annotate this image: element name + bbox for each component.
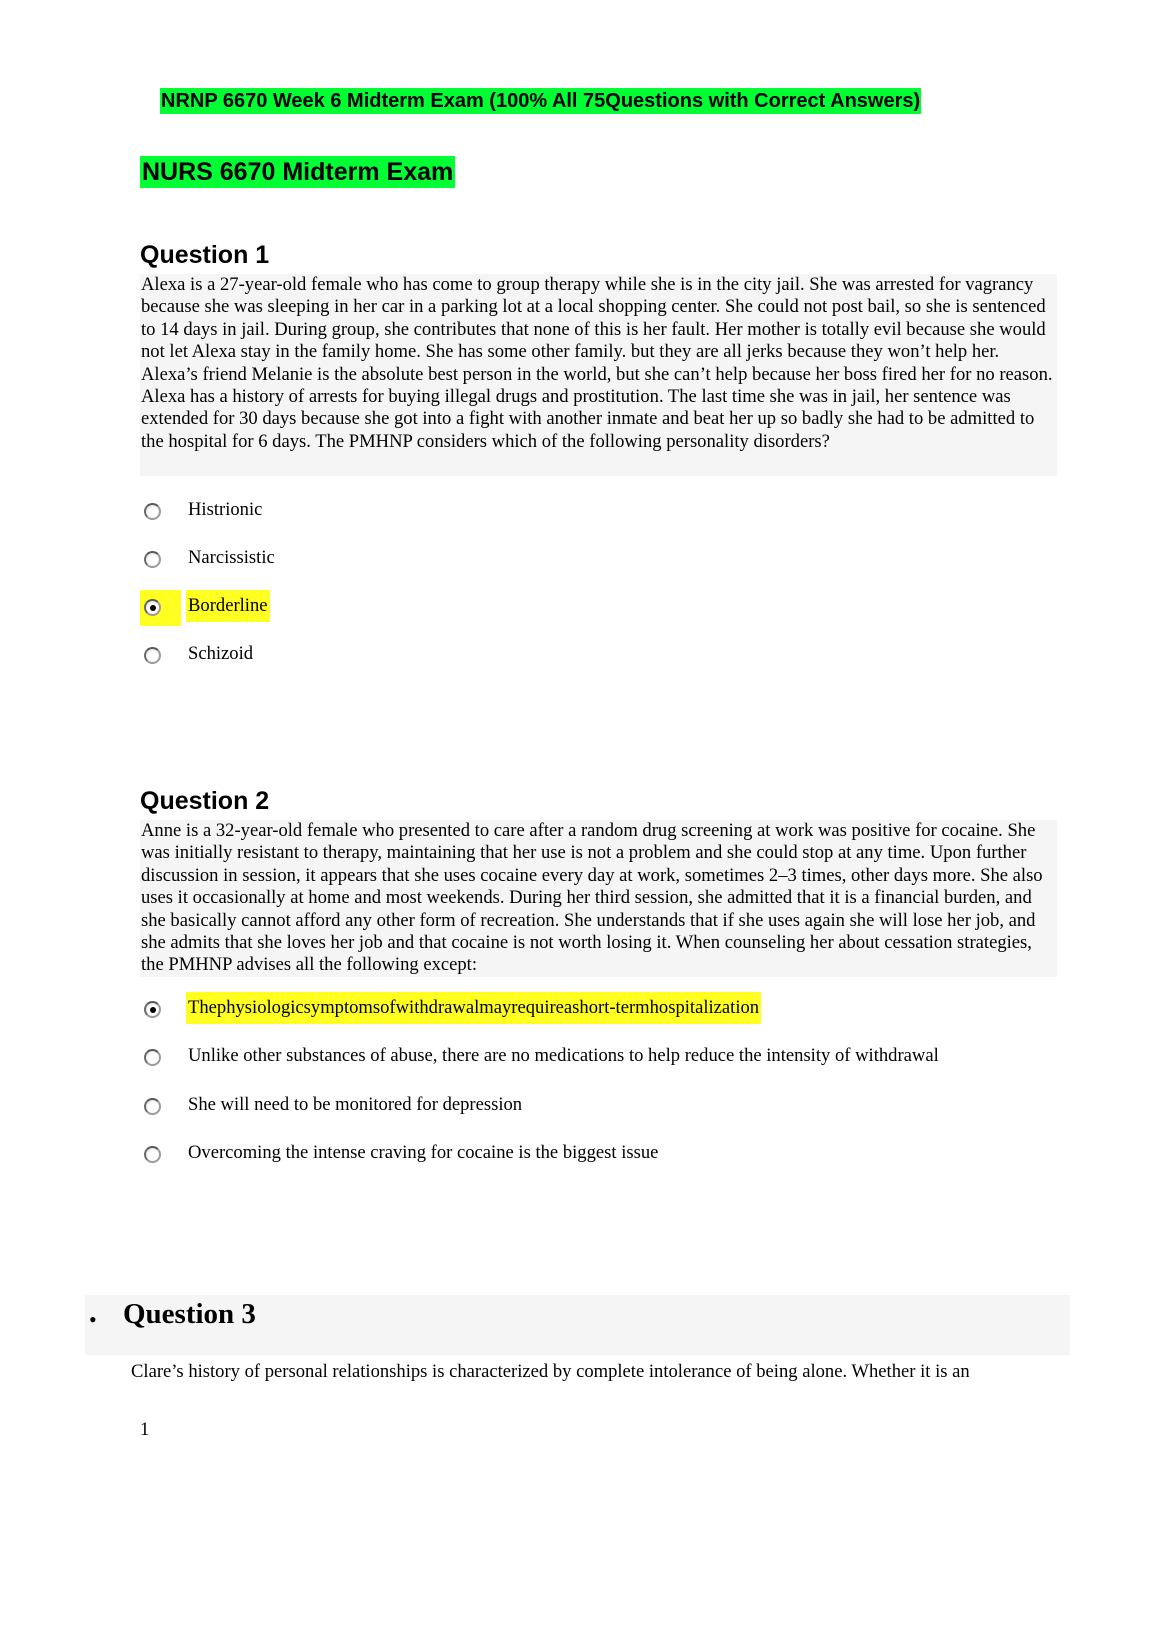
radio-button-selected-icon[interactable]: [144, 599, 161, 616]
bullet-icon: •: [89, 1307, 97, 1332]
option-label-selected: Thephysiologicsymptomsofwithdrawalmayrequireashort-termhospitalization: [186, 992, 761, 1024]
question-2-option-1[interactable]: [140, 992, 1040, 1028]
option-label-selected: Borderline: [186, 590, 270, 622]
question-1-text: Alexa is a 27-year-old female who has come to group therapy while she is in the city jail. She was arrested for vagrancy because she was sleeping in her car in a parking lot at a local shopping center. She could not post bail, so she is sentenced to 14 days in jail. During group, she contributes that none of this is her fault. Her mother is totally evil because she would not let Alexa stay in the family home. She has some other family. but they are all jerks because they won’t help her. Alexa’s friend Melanie is the absolute best person in the world, but she can’t help because her boss fired her for no reason. Alexa has a history of arrests for buying illegal drugs and prostitution. The last time she was in jail, her sentence was extended for 30 days because she got into a fight with another inmate and beat her up so badly she had to be admitted to the hospital for 6 days. The PMHNP considers which of the following personality disorders?: [140, 274, 1057, 476]
question-3-text: Clare’s history of personal relationships is characterized by complete intolerance of being alone. Whether it is an: [131, 1361, 970, 1382]
radio-box: [140, 494, 181, 530]
question-1-option-histrionic[interactable]: [140, 494, 1040, 530]
radio-dot-icon: [150, 605, 156, 611]
radio-box: [140, 638, 181, 674]
page-number: 1: [140, 1419, 150, 1440]
question-2-text: Anne is a 32-year-old female who presented to care after a random drug screening at work was positive for cocaine. She was initially resistant to therapy, maintaining that her use is not a problem and she could stop at any time. Upon further discussion in session, it appears that she uses cocaine every day at work, sometimes 2–3 times, other days more. She also uses it occasionally at home and most weekends. During her third session, she admitted that it is a financial burden, and she basically cannot afford any other form of recreation. She understands that if she uses again she will lose her job, and she admits that she loves her job and that cocaine is not worth losing it. When counseling her about cessation strategies, the PMHNP advises all the following except:: [140, 820, 1057, 977]
question-1-option-narcissistic[interactable]: [140, 542, 1040, 578]
option-label: She will need to be monitored for depression: [188, 1094, 523, 1115]
radio-box: [140, 1089, 181, 1125]
radio-button-icon[interactable]: [144, 551, 161, 568]
option-label: Histrionic: [188, 499, 263, 520]
radio-button-icon[interactable]: [144, 1098, 161, 1115]
option-label: Unlike other substances of abuse, there are no medications to help reduce the intensity of withdrawal: [188, 1045, 939, 1066]
radio-box: [140, 542, 181, 578]
question-2-option-3[interactable]: [140, 1089, 1040, 1125]
exam-title: NURS 6670 Midterm Exam: [142, 158, 454, 186]
radio-box: [140, 1137, 181, 1173]
radio-box-selected: [140, 590, 181, 626]
document-title: NRNP 6670 Week 6 Midterm Exam (100% All 75Questions with Correct Answers): [161, 90, 921, 112]
radio-button-icon[interactable]: [144, 503, 161, 520]
question-1-heading: Question 1: [140, 241, 270, 269]
radio-button-icon[interactable]: [144, 647, 161, 664]
question-3-heading: Question 3: [123, 1298, 256, 1330]
option-label: Schizoid: [188, 643, 254, 664]
question-2-option-2[interactable]: [140, 1040, 1040, 1076]
radio-dot-icon: [150, 1007, 156, 1013]
question-2-option-4[interactable]: [140, 1137, 1040, 1173]
question-1-option-schizoid[interactable]: [140, 638, 1040, 674]
question-2-heading: Question 2: [140, 787, 270, 815]
radio-button-selected-icon[interactable]: [144, 1001, 161, 1018]
radio-button-icon[interactable]: [144, 1146, 161, 1163]
radio-box: [140, 1040, 181, 1076]
radio-button-icon[interactable]: [144, 1049, 161, 1066]
option-label: Overcoming the intense craving for cocaine is the biggest issue: [188, 1142, 659, 1163]
radio-box: [140, 992, 181, 1028]
option-label: Narcissistic: [188, 547, 275, 568]
question-1-option-borderline[interactable]: [140, 590, 1040, 626]
